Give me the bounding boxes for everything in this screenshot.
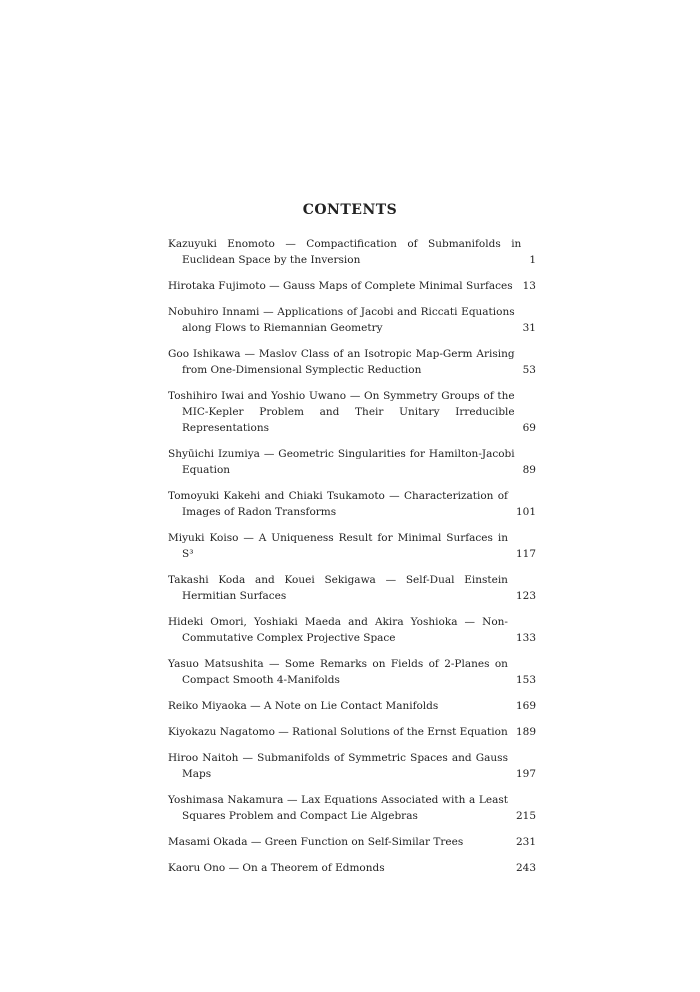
toc-entry [168, 304, 536, 336]
toc-entry-page: 197 [515, 768, 536, 780]
toc-entry-text: Masami Okada — Green Function on Self-Similar Trees [168, 836, 464, 848]
toc-entry-text: Kiyokazu Nagatomo — Rational Solutions of the Ernst Equation [168, 726, 508, 738]
toc-entry-page: 231 [515, 836, 536, 848]
toc-entry-page: 69 [522, 422, 536, 434]
table-of-contents [168, 236, 536, 886]
toc-entry [168, 488, 536, 520]
toc-entry-page: 31 [522, 322, 536, 334]
toc-entry-text: Tomoyuki Kakehi and Chiaki Tsukamoto — Characterization of Images of Radon Transforms [168, 490, 508, 518]
toc-entry-page: 117 [515, 548, 536, 560]
toc-entry [168, 724, 536, 740]
toc-entry [168, 792, 536, 824]
toc-entry-text: Yoshimasa Nakamura — Lax Equations Associated with a Least Squares Problem and Compact Lie Algebras [168, 794, 508, 822]
toc-entry [168, 656, 536, 688]
contents-title: CONTENTS [302, 202, 398, 218]
toc-entry-page: 169 [515, 700, 536, 712]
toc-entry-text: Hiroo Naitoh — Submanifolds of Symmetric Spaces and Gauss Maps [168, 752, 508, 780]
toc-entry-page: 101 [515, 506, 536, 518]
toc-entry-text: Shyūichi Izumiya — Geometric Singularities for Hamilton-Jacobi Equation [168, 448, 515, 476]
toc-entry-text: Hideki Omori, Yoshiaki Maeda and Akira Yoshioka — Non-Commutative Complex Projective Space [168, 616, 508, 644]
toc-entry-text: Kazuyuki Enomoto — Compactification of Submanifolds in Euclidean Space by the Inversion [168, 238, 522, 266]
toc-entry [168, 346, 536, 378]
toc-entry [168, 834, 536, 850]
toc-entry [168, 860, 536, 876]
toc-entry-text: Nobuhiro Innami — Applications of Jacobi and Riccati Equations along Flows to Riemannian Geometry [168, 306, 515, 334]
toc-entry-page: 53 [522, 364, 536, 376]
toc-entry-page: 133 [515, 632, 536, 644]
toc-entry-text: Takashi Koda and Kouei Sekigawa — Self-Dual Einstein Hermitian Surfaces [168, 574, 508, 602]
toc-entry-page: 13 [522, 280, 536, 292]
toc-entry-page: 123 [515, 590, 536, 602]
toc-entry-page: 189 [515, 726, 536, 738]
toc-entry-text: Miyuki Koiso — A Uniqueness Result for Minimal Surfaces in S³ [168, 532, 508, 560]
toc-entry [168, 614, 536, 646]
toc-entry-text: Kaoru Ono — On a Theorem of Edmonds [168, 862, 385, 874]
toc-entry [168, 698, 536, 714]
toc-entry [168, 572, 536, 604]
toc-entry-page: 243 [515, 862, 536, 874]
toc-entry-text: Hirotaka Fujimoto — Gauss Maps of Complete Minimal Surfaces [168, 280, 513, 292]
toc-entry-page: 1 [529, 254, 536, 266]
toc-entry-text: Toshihiro Iwai and Yoshio Uwano — On Symmetry Groups of the MIC-Kepler Problem and Their Unitary Irreducible Representations [168, 390, 515, 434]
toc-entry-text: Goo Ishikawa — Maslov Class of an Isotropic Map-Germ Arising from One-Dimensional Symplectic Reduction [168, 348, 515, 376]
toc-entry [168, 530, 536, 562]
toc-entry [168, 236, 536, 268]
toc-entry [168, 750, 536, 782]
toc-entry-page: 215 [515, 810, 536, 822]
toc-entry-page: 153 [515, 674, 536, 686]
toc-entry-text: Yasuo Matsushita — Some Remarks on Fields of 2-Planes on Compact Smooth 4-Manifolds [168, 658, 508, 686]
toc-entry-text: Reiko Miyaoka — A Note on Lie Contact Manifolds [168, 700, 439, 712]
toc-entry-page: 89 [522, 464, 536, 476]
toc-entry [168, 278, 536, 294]
toc-entry [168, 446, 536, 478]
toc-entry [168, 388, 536, 436]
